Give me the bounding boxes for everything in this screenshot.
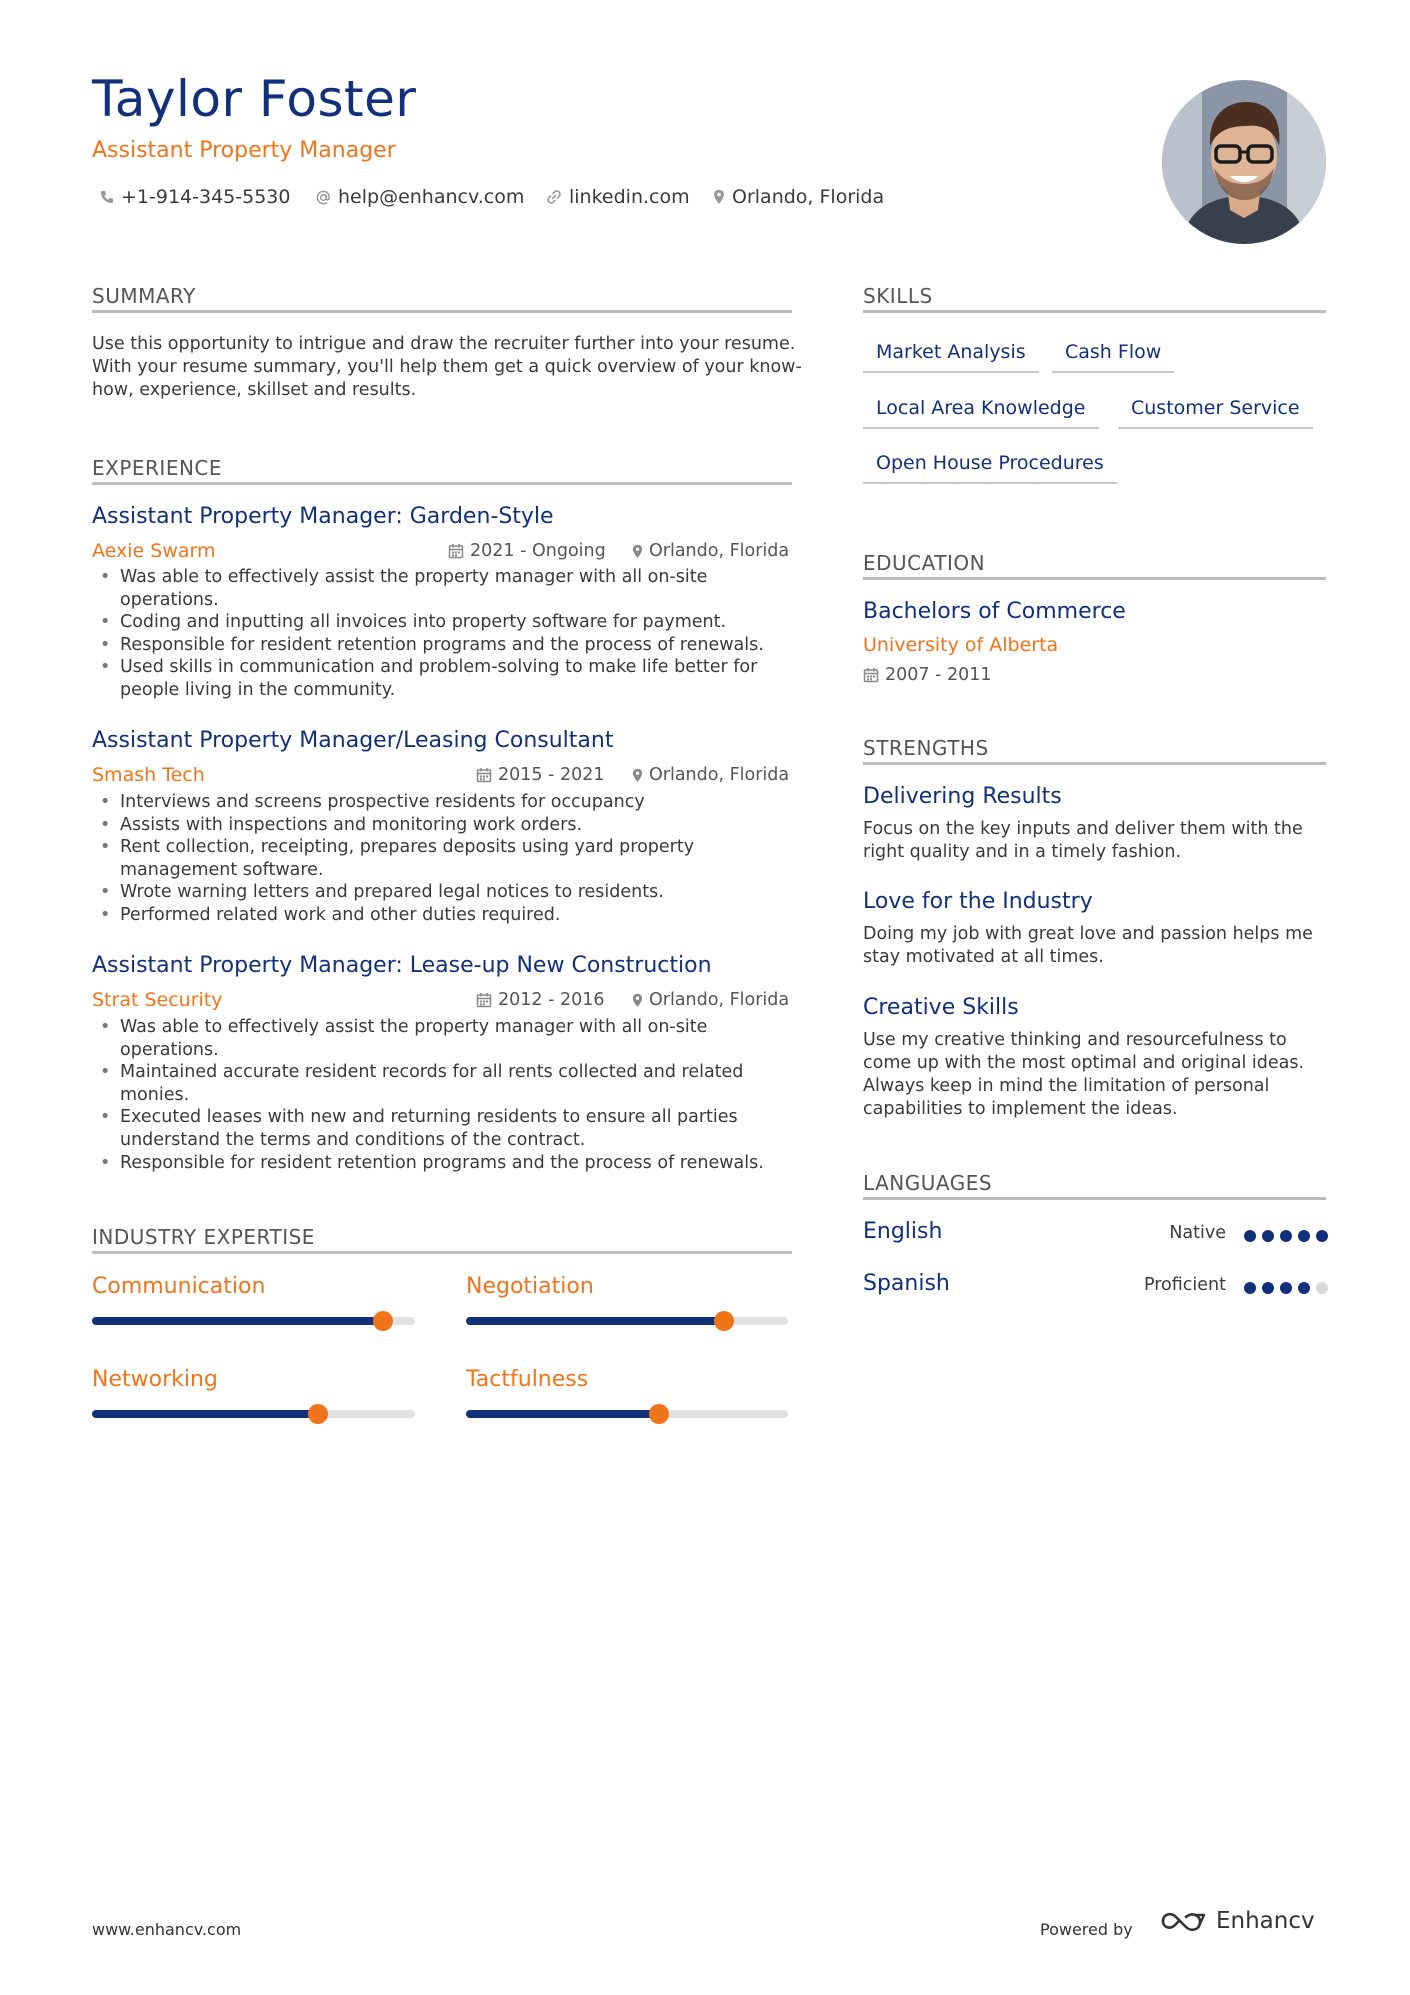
job-location-text: Orlando, Florida: [649, 765, 790, 785]
job-bullet: • Executed leases with new and returning residents to ensure all parties understand the terms and conditions of the contract.: [92, 1106, 812, 1151]
job-company: Smash Tech: [92, 764, 205, 786]
summary-line: Use this opportunity to intrigue and draw the recruiter further into your resume.: [92, 334, 796, 354]
expertise-label: Tactfulness: [466, 1367, 589, 1392]
calendar-icon: [476, 767, 492, 783]
expertise-bar-knob: [649, 1404, 669, 1424]
expertise-bar-knob: [373, 1311, 393, 1331]
education-dates-text: 2007 - 2011: [885, 665, 992, 685]
job-bullet: • Responsible for resident retention programs and the process of renewals.: [92, 1152, 812, 1175]
job-location: [632, 765, 789, 785]
job-bullet: • Interviews and screens prospective residents for occupancy: [92, 791, 812, 814]
language-dot: [1280, 1282, 1292, 1294]
location-text: Orlando, Florida: [732, 186, 885, 208]
language-dot: [1298, 1282, 1310, 1294]
job-bullets: [92, 566, 812, 702]
job-bullet: • Used skills in communication and problem-solving to make life better for people living in the community.: [92, 656, 812, 701]
expertise-bar: [466, 1410, 788, 1418]
language-dot: [1316, 1230, 1328, 1242]
summary-line: how, experience, skillset and results.: [92, 380, 417, 400]
strength-description: Focus on the key inputs and deliver them with the right quality and in a timely fashion.: [863, 819, 1303, 862]
job-dates-text: 2015 - 2021: [498, 765, 605, 785]
education-divider: [863, 577, 1326, 580]
linkedin-text: linkedin.com: [569, 186, 690, 208]
language-level: Native: [1169, 1223, 1226, 1243]
job-dates: [476, 765, 605, 785]
summary-heading: SUMMARY: [92, 284, 196, 308]
summary-text: [92, 333, 812, 402]
job-bullets: [92, 1016, 812, 1174]
skill-tag: Customer Service: [1118, 397, 1313, 429]
job-title: Assistant Property Manager: Garden-Style: [92, 504, 554, 529]
footer-website[interactable]: www.enhancv.com: [92, 1920, 242, 1939]
education-dates: [863, 665, 992, 685]
skills-divider: [863, 310, 1326, 313]
contact-phone: [100, 186, 290, 208]
language-dot: [1316, 1282, 1328, 1294]
job-location: [632, 541, 789, 561]
job-company: Aexie Swarm: [92, 540, 216, 562]
at-icon: [316, 190, 331, 205]
strengths-divider: [863, 762, 1326, 765]
summary-line: With your resume summary, you'll help them get a quick overview of your know-: [92, 357, 802, 377]
language-dots: [1244, 1230, 1328, 1242]
strength-description: Use my creative thinking and resourcefulness to come up with the most optimal and original ideas. Always keep in mind the limitation of personal capabilities to implement the ideas.: [863, 1030, 1305, 1119]
expertise-divider: [92, 1251, 792, 1254]
expertise-bar: [92, 1410, 415, 1418]
location-pin-icon: [713, 189, 725, 205]
language-dot: [1298, 1230, 1310, 1242]
phone-text: +1-914-345-5530: [121, 186, 291, 208]
profile-photo: [1162, 80, 1326, 244]
location-pin-icon: [632, 768, 643, 783]
job-bullet: • Was able to effectively assist the property manager with all on-site operations.: [92, 1016, 812, 1061]
job-bullet: • Performed related work and other duties required.: [92, 904, 812, 927]
job-bullets: [92, 791, 812, 927]
job-dates: [448, 541, 606, 561]
phone-icon: [100, 190, 114, 204]
job-bullet: • Was able to effectively assist the property manager with all on-site operations.: [92, 566, 812, 611]
strength-title: Creative Skills: [863, 995, 1019, 1020]
language-name: Spanish: [863, 1271, 950, 1296]
skill-tag: Local Area Knowledge: [863, 397, 1099, 429]
expertise-heading: INDUSTRY EXPERTISE: [92, 1225, 315, 1249]
contact-email[interactable]: [316, 186, 524, 208]
expertise-bar-knob: [308, 1404, 328, 1424]
expertise-bar-fill: [92, 1410, 318, 1418]
experience-divider: [92, 482, 792, 485]
footer-brand[interactable]: [1160, 1908, 1315, 1934]
job-location: [632, 990, 789, 1010]
enhancv-logo-icon: [1160, 1909, 1206, 1933]
job-location-text: Orlando, Florida: [649, 541, 790, 561]
job-title: Assistant Property Manager: Lease-up New Construction: [92, 953, 712, 978]
expertise-bar: [92, 1317, 415, 1325]
language-dot: [1262, 1282, 1274, 1294]
language-dot: [1244, 1282, 1256, 1294]
expertise-bar-fill: [92, 1317, 383, 1325]
strength-description: Doing my job with great love and passion helps me stay motivated at all times.: [863, 924, 1313, 967]
job-bullet: • Rent collection, receipting, prepares deposits using yard property management software.: [92, 836, 812, 881]
job-bullet: • Maintained accurate resident records for all rents collected and related monies.: [92, 1061, 812, 1106]
job-dates-text: 2021 - Ongoing: [470, 541, 606, 561]
job-location-text: Orlando, Florida: [649, 990, 790, 1010]
link-icon: [546, 189, 562, 205]
skill-tag: Cash Flow: [1052, 341, 1174, 373]
language-dot: [1280, 1230, 1292, 1242]
languages-heading: LANGUAGES: [863, 1171, 993, 1195]
strengths-heading: STRENGTHS: [863, 736, 989, 760]
expertise-bar-knob: [714, 1311, 734, 1331]
language-dots: [1244, 1282, 1328, 1294]
email-text: help@enhancv.com: [338, 186, 525, 208]
candidate-role: Assistant Property Manager: [92, 138, 396, 163]
job-bullet: • Wrote warning letters and prepared legal notices to residents.: [92, 881, 812, 904]
location-pin-icon: [632, 993, 643, 1008]
expertise-bar-fill: [466, 1410, 659, 1418]
education-degree: Bachelors of Commerce: [863, 599, 1126, 624]
languages-divider: [863, 1197, 1326, 1200]
contact-linkedin[interactable]: [546, 186, 690, 208]
job-bullet: • Responsible for resident retention programs and the process of renewals.: [92, 634, 812, 657]
expertise-label: Communication: [92, 1274, 266, 1299]
language-dot: [1244, 1230, 1256, 1242]
candidate-name: Taylor Foster: [92, 70, 417, 128]
language-dot: [1262, 1230, 1274, 1242]
strength-title: Delivering Results: [863, 784, 1062, 809]
summary-divider: [92, 310, 792, 313]
skill-tag: Market Analysis: [863, 341, 1039, 373]
job-dates: [476, 990, 605, 1010]
skills-heading: SKILLS: [863, 284, 933, 308]
calendar-icon: [476, 992, 492, 1008]
language-name: English: [863, 1219, 943, 1244]
job-dates-text: 2012 - 2016: [498, 990, 605, 1010]
education-heading: EDUCATION: [863, 551, 986, 575]
calendar-icon: [863, 667, 879, 683]
language-level: Proficient: [1144, 1275, 1226, 1295]
footer-powered-by: Powered by: [1040, 1920, 1133, 1939]
job-bullet: • Assists with inspections and monitoring work orders.: [92, 814, 812, 837]
experience-heading: EXPERIENCE: [92, 456, 223, 480]
contact-location: [713, 186, 884, 208]
skill-tag: Open House Procedures: [863, 452, 1117, 484]
strength-title: Love for the Industry: [863, 889, 1093, 914]
footer-brand-text: Enhancv: [1216, 1908, 1315, 1934]
job-title: Assistant Property Manager/Leasing Consultant: [92, 728, 614, 753]
expertise-label: Networking: [92, 1367, 218, 1392]
job-bullet: • Coding and inputting all invoices into property software for payment.: [92, 611, 812, 634]
calendar-icon: [448, 543, 464, 559]
expertise-bar: [466, 1317, 788, 1325]
expertise-bar-fill: [466, 1317, 724, 1325]
job-company: Strat Security: [92, 989, 223, 1011]
expertise-label: Negotiation: [466, 1274, 594, 1299]
education-school: University of Alberta: [863, 634, 1059, 656]
location-pin-icon: [632, 544, 643, 559]
